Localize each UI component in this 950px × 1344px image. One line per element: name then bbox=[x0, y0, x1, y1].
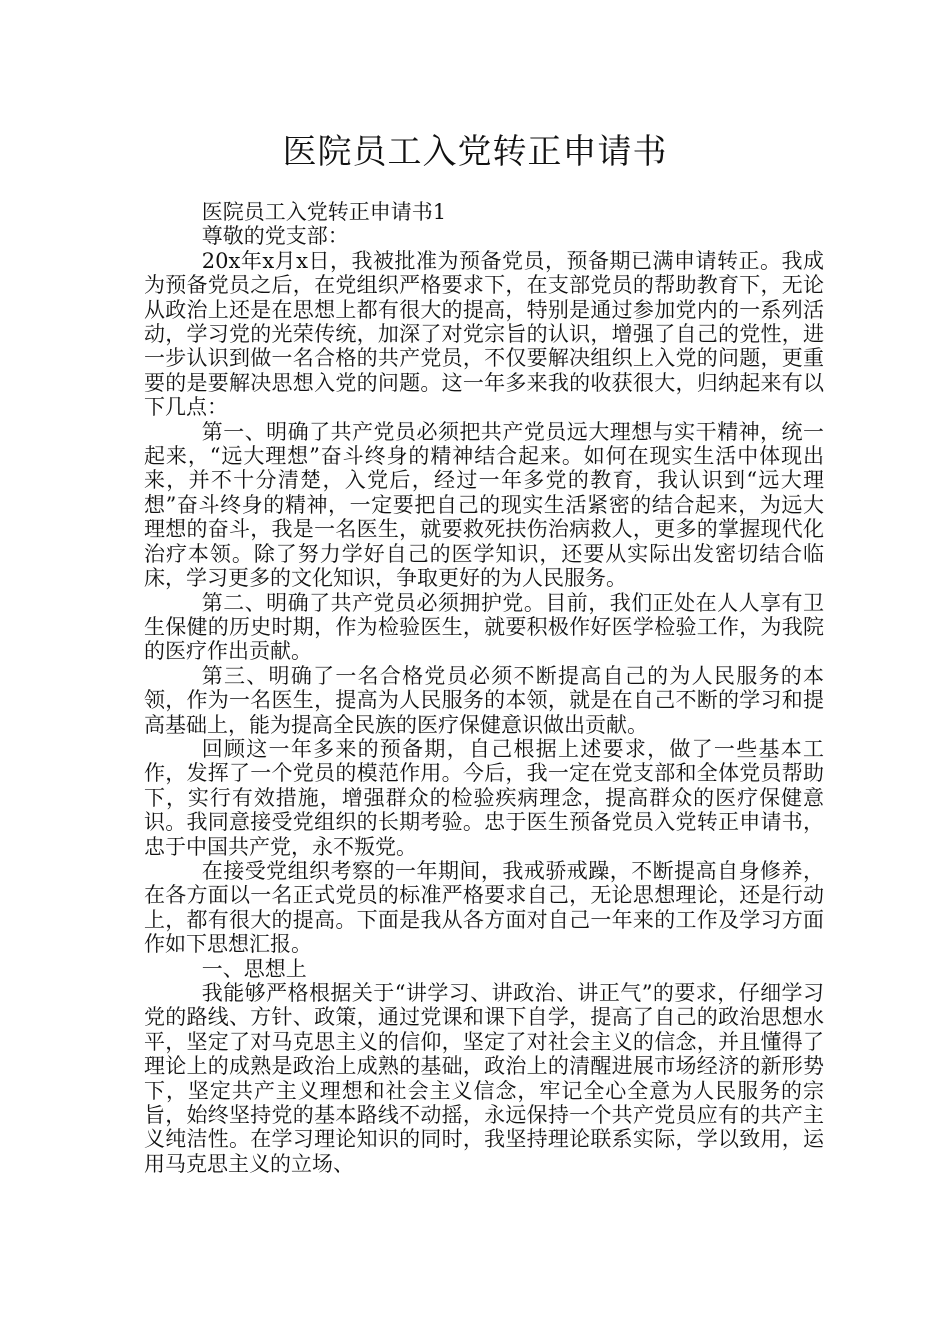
intro-paragraph: 20x年x月x日，我被批准为预备党员，预备期已满申请转正。我成为预备党员之后，在党组织严格要求下，在支部党员的帮助教育下，无论从政治上还是在思想上都有很大的提高，特别是通过参加党内的一系列活动，学习党的光荣传统，加深了对党宗旨的认识，增强了自己的党性，进一步认识到做一名合格的共产党员，不仅要解决组织上入党的问题，更重要的是要解决思想入党的问题。这一年多来我的收获很大，归纳起来有以下几点： bbox=[144, 248, 824, 420]
ideology-paragraph: 我能够严格根据关于“讲学习、讲政治、讲正气”的要求，仔细学习党的路线、方针、政策，通过党课和课下自学，提高了自己的政治思想水平，坚定了对马克思主义的信仰，坚定了对社会主义的信念，并且懂得了理论上的成熟是政治上成熟的基础，政治上的清醒进展市场经济的新形势下，坚定共产主义理想和社会主义信念，牢记全心全意为人民服务的宗旨，始终坚持党的基本路线不动摇，永远保持一个共产党员应有的共产主义纯洁性。在学习理论知识的同时，我坚持理论联系实际，学以致用，运用马克思主义的立场、 bbox=[144, 981, 824, 1176]
point-two-paragraph: 第二、明确了共产党员必须拥护党。目前，我们正处在人人享有卫生保健的历史时期，作为检验医生，就要积极作好医学检验工作，为我院的医疗作出贡献。 bbox=[144, 590, 824, 664]
document-body bbox=[144, 200, 824, 1176]
salutation-paragraph: 尊敬的党支部： bbox=[201, 224, 349, 249]
document-title: 医院员工入党转正申请书 bbox=[282, 132, 668, 172]
point-three-paragraph: 第三、明确了一名合格党员必须不断提高自己的为人民服务的本领，作为一名医生，提高为人民服务的本领，就是在自己不断的学习和提高基础上，能为提高全民族的医疗保健意识做出贡献。 bbox=[144, 663, 824, 737]
point-one-paragraph: 第一、明确了共产党员必须把共产党员远大理想与实干精神，统一起来，“远大理想”奋斗终身的精神结合起来。如何在现实生活中体现出来，并不十分清楚，入党后，经过一年多党的教育，我认识到“远大理想”奋斗终身的精神，一定要把自己的现实生活紧密的结合起来，为远大理想的奋斗，我是一名医生，就要救死扶伤治病救人，更多的掌握现代化治疗本领。除了努力学好自己的医学知识，还要从实际出发密切结合临床，学习更多的文化知识，争取更好的为人民服务。 bbox=[144, 419, 824, 591]
review-paragraph: 回顾这一年多来的预备期，自己根据上述要求，做了一些基本工作，发挥了一个党员的模范作用。今后，我一定在党支部和全体党员帮助下，实行有效措施，增强群众的检验疾病理念，提高群众的医疗保健意识。我同意接受党组织的长期考验。忠于医生预备党员入党转正申请书，忠于中国共产党，永不叛党。 bbox=[144, 736, 824, 859]
section-heading-ideology: 一、思想上 bbox=[201, 956, 307, 981]
report-intro-paragraph: 在接受党组织考察的一年期间，我戒骄戒躁，不断提高自身修养，在各方面以一名正式党员的标准严格要求自己，无论思想理论，还是行动上，都有很大的提高。下面是我从各方面对自己一年来的工作及学习方面作如下思想汇报。 bbox=[144, 858, 824, 957]
subtitle-paragraph: 医院员工入党转正申请书1 bbox=[201, 200, 447, 224]
